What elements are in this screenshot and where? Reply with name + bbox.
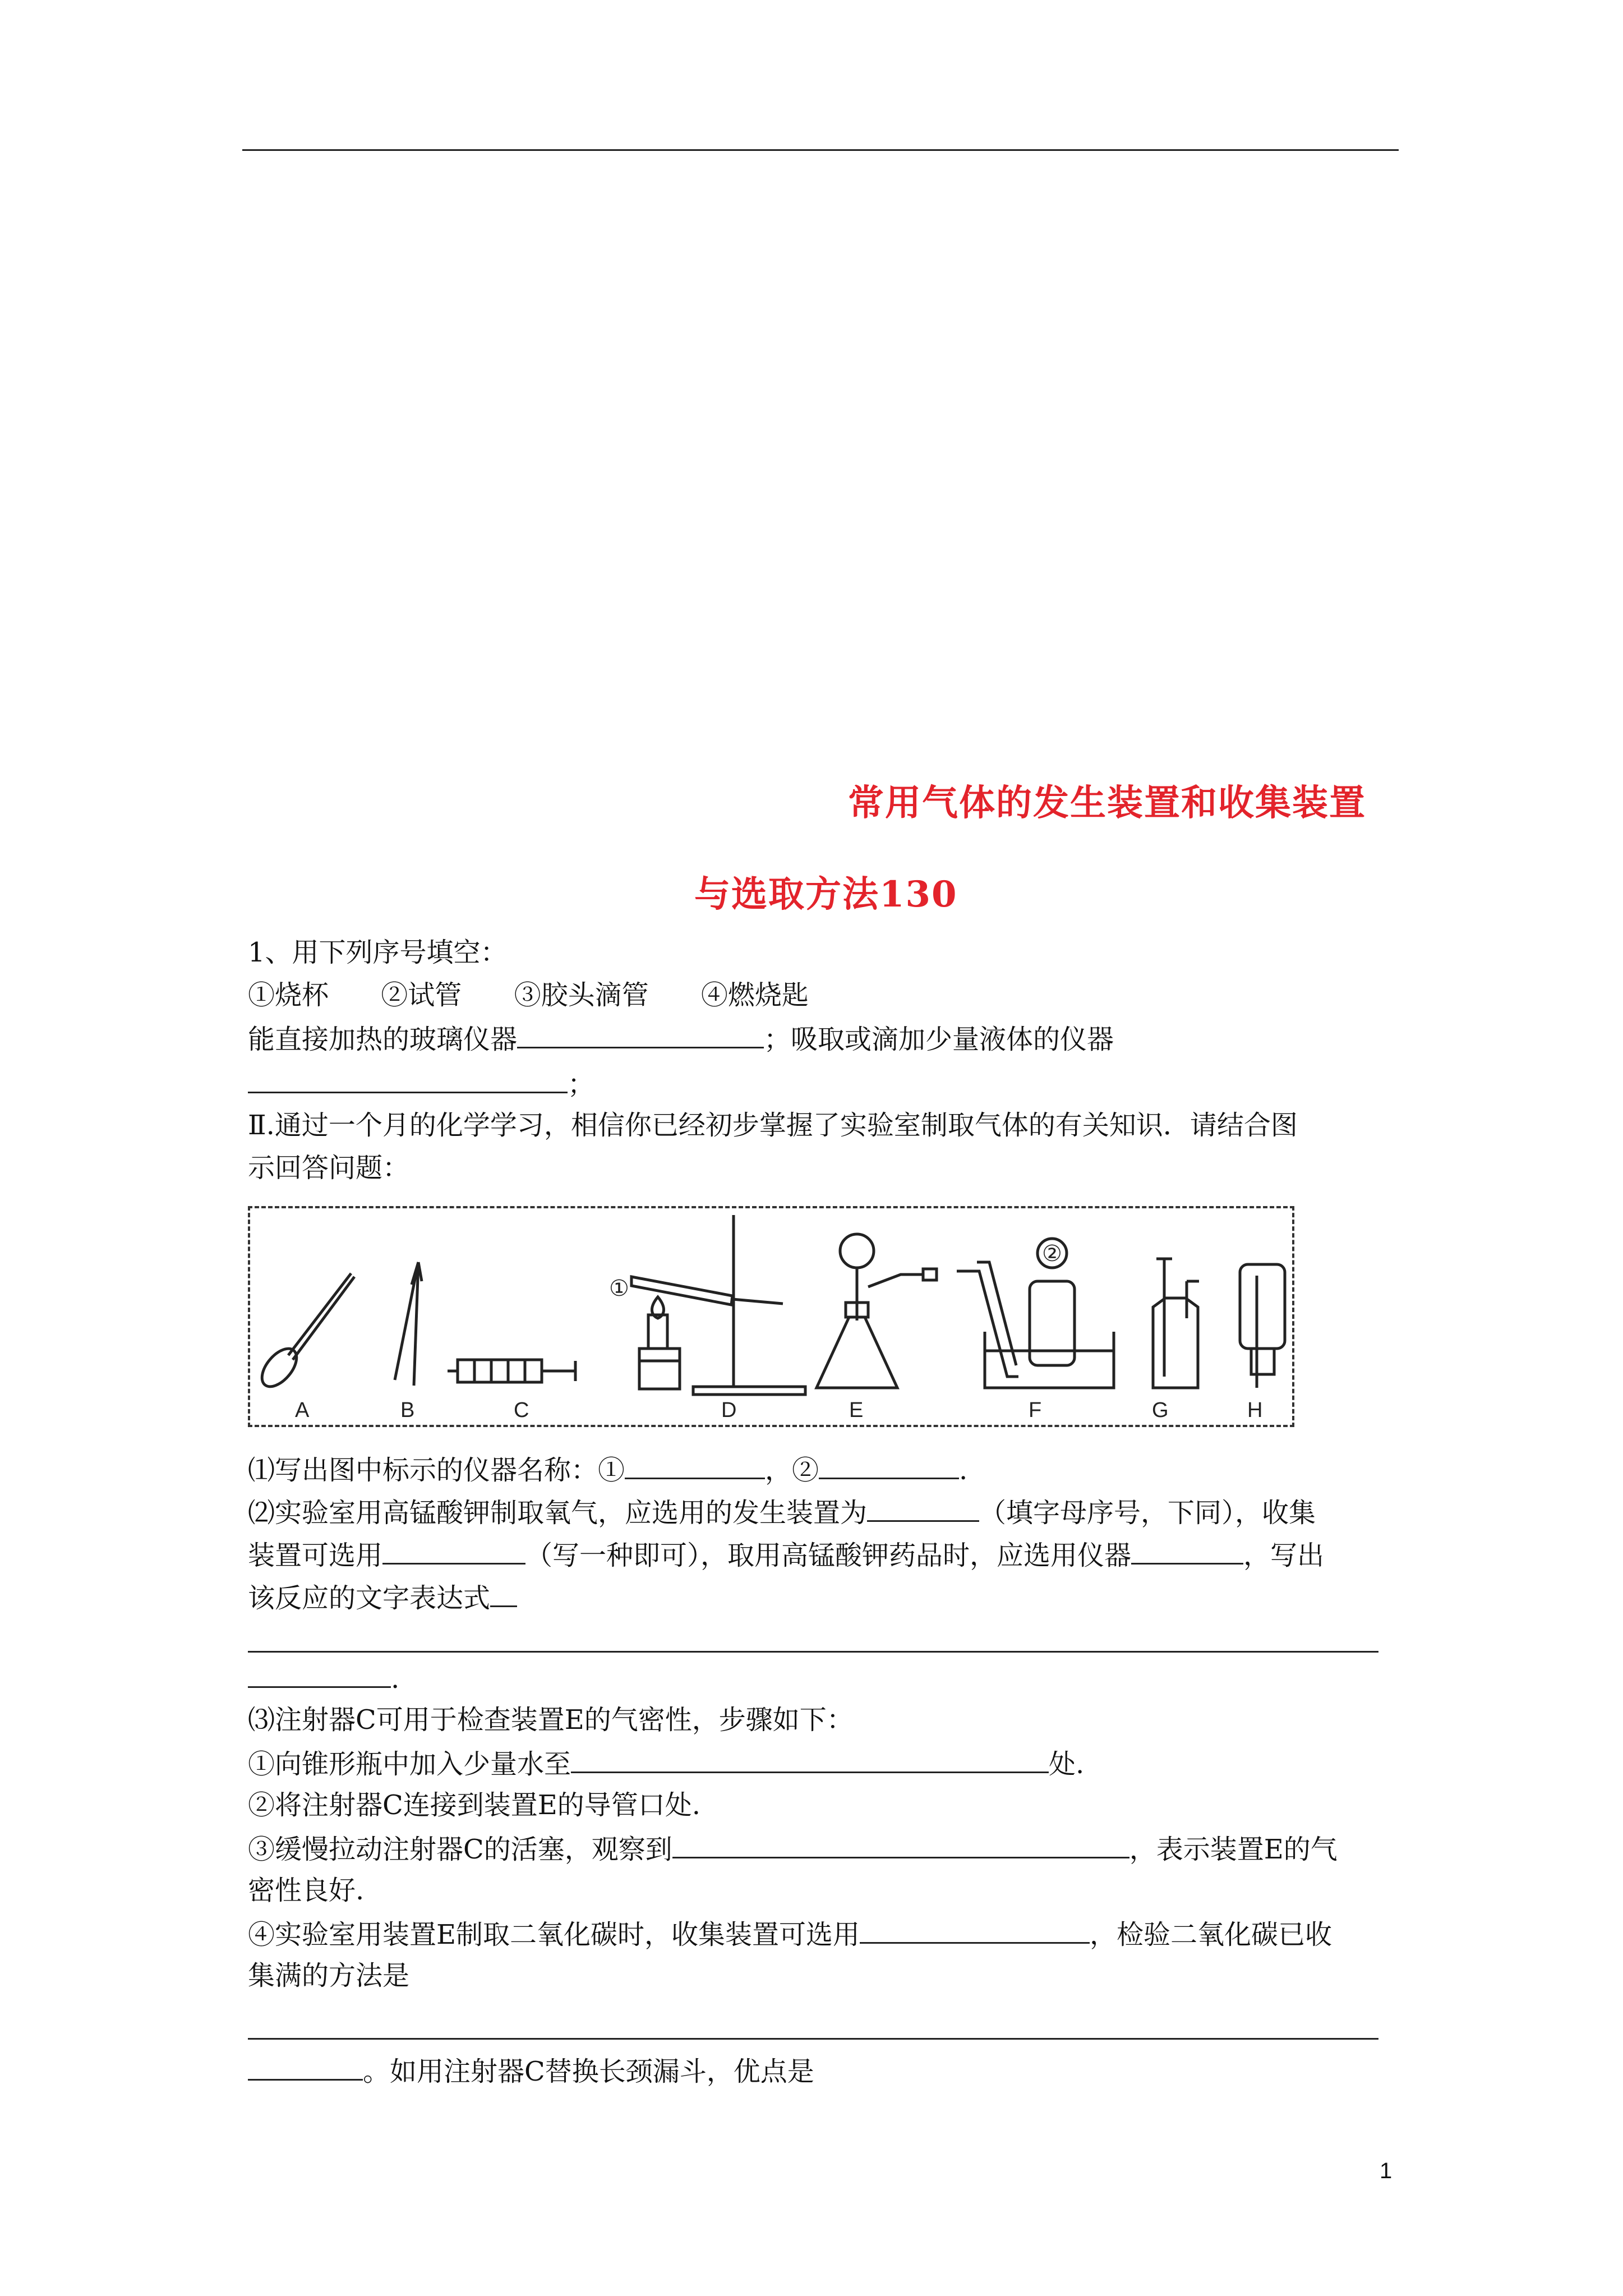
- p3-step1: [248, 1746, 1084, 1781]
- p2-line3: [248, 1580, 517, 1615]
- p3-step4-text: ④实验室用装置E制取二氧化碳时，收集装置可选用: [248, 1919, 860, 1950]
- p2-text-2a: 装置可选用: [248, 1540, 383, 1571]
- option-3: ③胶头滴管: [514, 979, 649, 1011]
- p2-text-1a: ⑵实验室用高锰酸钾制取氧气，应选用的发生装置为: [248, 1497, 868, 1529]
- apparatus-figure: [248, 1206, 1294, 1427]
- q1-line-b: [248, 1066, 594, 1101]
- page-title-line2: 与选取方法130: [694, 873, 958, 915]
- apparatus-e-conical-flask: [817, 1234, 937, 1388]
- p3-step3-text-b: ，表示装置E的气: [1129, 1834, 1338, 1865]
- apparatus-d-heating-setup: [631, 1215, 805, 1395]
- q1-line-end: ；: [568, 1069, 595, 1100]
- q1-line-a: [248, 1021, 1114, 1056]
- p2-line4: [248, 1660, 399, 1696]
- q1-text-dropper: ；吸取或滴加少量液体的仪器: [764, 1024, 1114, 1055]
- part2-intro-line1: Ⅱ.通过一个月的化学学习，相信你已经初步掌握了实验室制取气体的有关知识．请结合图: [248, 1110, 1298, 1141]
- part2-intro-line2: 示回答问题：: [248, 1152, 410, 1184]
- answer-blank-generator[interactable]: [867, 1494, 979, 1522]
- p3-step3-cont: 密性良好.: [248, 1875, 365, 1906]
- label-d: D: [721, 1398, 737, 1422]
- p3-step2: ②将注射器C连接到装置E的导管口处.: [248, 1789, 701, 1821]
- answer-blank-co2-check-end[interactable]: [248, 2053, 363, 2081]
- answer-blank-equation-end[interactable]: [248, 1660, 391, 1688]
- answer-blank-instrument-2[interactable]: [819, 1452, 959, 1479]
- apparatus-a-spoon: [255, 1273, 354, 1393]
- option-4: ④燃烧匙: [700, 979, 809, 1011]
- p2-text-3: 该反应的文字表达式: [248, 1582, 491, 1614]
- p3-step3-text: ③缓慢拉动注射器C的活塞，观察到: [248, 1834, 672, 1865]
- answer-blank-equation-start[interactable]: [490, 1580, 517, 1607]
- header-rule: [242, 149, 1399, 151]
- answer-blank-heatable[interactable]: [517, 1021, 764, 1048]
- apparatus-f-water-trough: [957, 1239, 1114, 1388]
- answer-blank-dropper[interactable]: [248, 1066, 568, 1093]
- option-1: ①烧杯: [248, 979, 329, 1011]
- answer-blank-tool[interactable]: [1131, 1537, 1243, 1565]
- p2-line2: [248, 1537, 1324, 1572]
- apparatus-g-gas-bottle: [1153, 1259, 1199, 1388]
- apparatus-c-syringe: [448, 1360, 575, 1382]
- apparatus-h-inverted-bottle: [1240, 1264, 1285, 1388]
- p3-step1-end: 处.: [1049, 1749, 1085, 1780]
- marker-1: ①: [609, 1276, 629, 1301]
- p3-step4-cont: 集满的方法是: [248, 1960, 410, 1991]
- page-title-line1: 常用气体的发生装置和收集装置: [848, 782, 1366, 824]
- label-g: G: [1152, 1398, 1169, 1422]
- p3-step4-text-d: 。如用注射器C替换长颈漏斗，优点是: [363, 2056, 814, 2087]
- p3-step4-text-b: ，检验二氧化碳已收: [1090, 1919, 1332, 1950]
- p2-line1: [248, 1494, 1316, 1530]
- q1-text-heatable: 能直接加热的玻璃仪器: [248, 1024, 518, 1055]
- p3-step4-end: [248, 2053, 814, 2088]
- p1-line: [248, 1452, 967, 1487]
- p1-sep: ，②: [765, 1455, 819, 1486]
- q1-options: [248, 978, 809, 1012]
- p3-heading: ⑶注射器C可用于检查装置E的气密性，步骤如下：: [248, 1704, 854, 1736]
- option-2: ②试管: [381, 979, 462, 1011]
- p2-text-4: .: [391, 1663, 400, 1695]
- answer-blank-co2-collector[interactable]: [860, 1916, 1090, 1944]
- answer-line-equation[interactable]: [248, 1651, 1378, 1653]
- apparatus-b-tweezers: [395, 1262, 422, 1386]
- label-a: A: [295, 1398, 310, 1422]
- label-h: H: [1247, 1398, 1263, 1422]
- p3-step4: [248, 1916, 1332, 1952]
- answer-blank-water-level[interactable]: [571, 1746, 1049, 1773]
- answer-blank-observation[interactable]: [672, 1831, 1129, 1858]
- answer-blank-collector[interactable]: [382, 1537, 525, 1565]
- label-c: C: [514, 1398, 529, 1422]
- label-e: E: [849, 1398, 864, 1422]
- q1-heading: 1、用下列序号填空：: [248, 937, 508, 968]
- label-b: B: [400, 1398, 415, 1422]
- p3-step1-text: ①向锥形瓶中加入少量水至: [248, 1749, 571, 1780]
- apparatus-drawing: [250, 1208, 1292, 1425]
- marker-2: ②: [1042, 1241, 1062, 1266]
- answer-line-co2-check[interactable]: [248, 2038, 1378, 2040]
- p1-end: .: [959, 1455, 968, 1486]
- answer-blank-instrument-1[interactable]: [625, 1452, 765, 1479]
- p2-text-1b: （填字母序号，下同），收集: [979, 1497, 1316, 1529]
- p2-text-2b: （写一种即可），取用高锰酸钾药品时，应选用仪器: [525, 1540, 1132, 1571]
- label-f: F: [1029, 1398, 1042, 1422]
- p3-step3: [248, 1831, 1338, 1866]
- page-number: 1: [1380, 2159, 1393, 2183]
- p2-text-2c: ，写出: [1243, 1540, 1325, 1571]
- p1-text: ⑴写出图中标示的仪器名称：①: [248, 1455, 625, 1486]
